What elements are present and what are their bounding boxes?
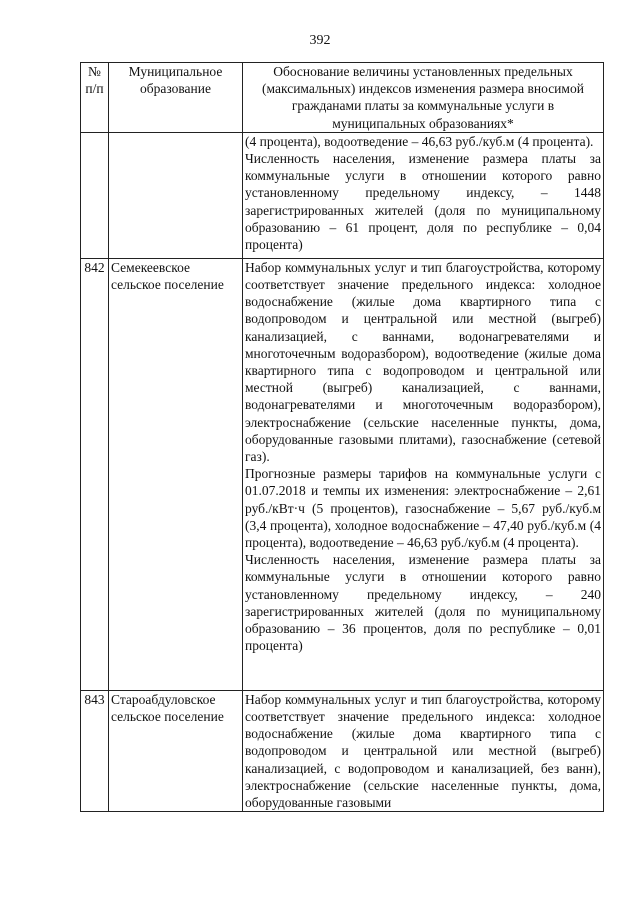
basis-paragraph: (4 процента), водоотведение – 46,63 руб./куб.м (4 процента). [245,133,594,149]
tariff-index-table [80,62,604,812]
header-municipality: Муниципальное образование [109,63,243,133]
row-basis [243,258,604,690]
table-row [81,690,604,811]
table-header-row [81,63,604,133]
row-number [81,132,109,258]
row-municipality: Староабдуловское сельское поселение [109,690,243,811]
row-number: 843 [81,690,109,811]
basis-paragraph: Набор коммунальных услуг и тип благоустройства, которому соответствует значение предельного индекса: холодное водоснабжение (жилые дома квартирного типа с водопроводом и центральной или местной (выгреб) канализацией, с ваннами, водонагревателями и многоточечным водоразбором), водоотведение (жилые дома квартирного типа с водопроводом и центральной или местной (выгреб) канализацией, с ваннами, водонагревателями и многоточечным водоразбором), электроснабжение (сельские населенные пункты, дома, оборудованные газовыми плитами), газоснабжение (сетевой газ). [245,259,601,465]
row-basis [243,690,604,811]
row-number: 842 [81,258,109,690]
table-row [81,132,604,258]
basis-paragraph: Прогнозные размеры тарифов на коммунальные услуги с 01.07.2018 и темпы их изменения: электроснабжение – 2,61 руб./кВт·ч (5 процентов), газоснабжение – 5,67 руб./куб.м (3,4 процента), холодное водоснабжение – 47,40 руб./куб.м (4 процента), водоотведение – 46,63 руб./куб.м (4 процента). [245,466,601,551]
basis-paragraph: Численность населения, изменение размера платы за коммунальные услуги в отношении которого равно установленному предельному индексу, – 240 зарегистрированных жителей (доля по муниципальному образованию – 36 процентов, доля по республике – 0,01 процента) [245,552,601,654]
header-number: № п/п [81,63,109,133]
page-number: 392 [309,33,331,48]
table-row [81,258,604,690]
basis-paragraph: Набор коммунальных услуг и тип благоустройства, которому соответствует значение предельного индекса: холодное водоснабжение (жилые дома квартирного типа с водопроводом и центральной или местной (выгреб) канализацией, с водопроводом и канализацией, без ванн), электроснабжение (сельские населенные пункты, дома, оборудованные газовыми [245,691,601,811]
basis-paragraph: Численность населения, изменение размера платы за коммунальные услуги в отношении которого равно установленному предельному индексу, – 1448 зарегистрированных жителей (доля по муниципальному образованию – 61 процент, доля по республике – 0,04 процента) [245,151,601,253]
row-municipality [109,132,243,258]
header-basis: Обоснование величины установленных предельных (максимальных) индексов изменения размера вносимой гражданами платы за коммунальные услуги в муниципальных образованиях* [243,63,604,133]
row-basis [243,132,604,258]
row-municipality: Семекеевское сельское поселение [109,258,243,690]
